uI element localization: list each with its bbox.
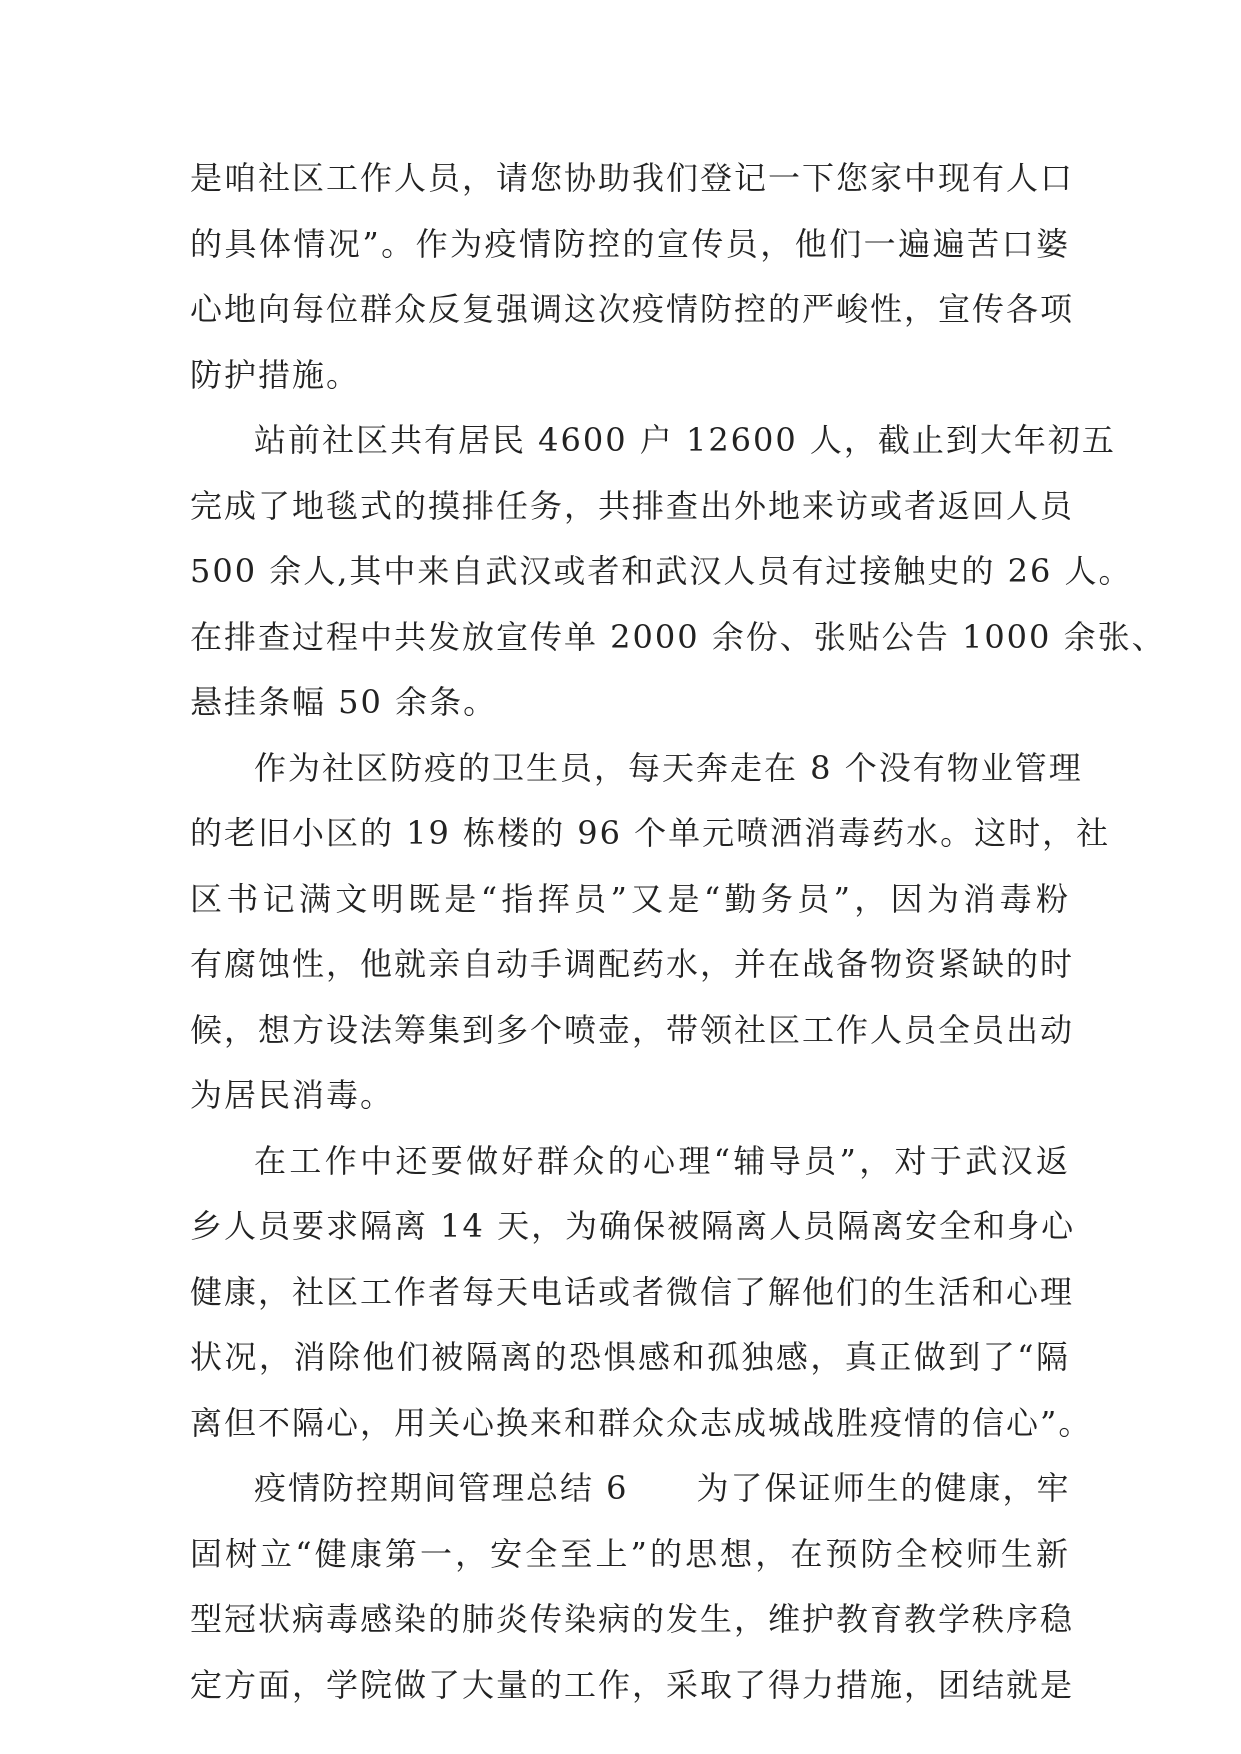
text-line: 型冠状病毒感染的肺炎传染病的发生，维护教育教学秩序稳	[190, 1600, 1075, 1638]
text-line: 有腐蚀性，他就亲自动手调配药水，并在战备物资紧缺的时	[190, 945, 1075, 983]
text-line: 固树立“健康第一，安全至上”的思想，在预防全校师生新	[190, 1534, 1070, 1573]
text-line: 心地向每位群众反复强调这次疫情防控的严峻性，宣传各项	[190, 290, 1075, 328]
text-line: 候，想方设法筹集到多个喷壶，带领社区工作人员全员出动	[190, 1010, 1075, 1049]
paragraph-start-line: 站前社区共有居民 4600 户 12600 人，截止到大年初五	[254, 421, 1116, 459]
text-line: 防护措施。	[190, 355, 361, 394]
text-line: 为居民消毒。	[190, 1076, 395, 1114]
text-line: 乡人员要求隔离 14 天，为确保被隔离人员隔离安全和身心	[190, 1207, 1076, 1245]
paragraph-start-line: 作为社区防疫的卫生员，每天奔走在 8 个没有物业管理	[254, 748, 1083, 787]
text-line: 离但不隔心，用关心换来和群众众志成城战胜疫情的信心”。	[190, 1403, 1093, 1442]
text-line: 区书记满文明既是“指挥员”又是“勤务员”，因为消毒粉	[190, 879, 1070, 918]
text-line: 是咱社区工作人员，请您协助我们登记一下您家中现有人口	[190, 159, 1075, 197]
text-line: 在排查过程中共发放宣传单 2000 余份、张贴公告 1000 余张、	[190, 617, 1166, 656]
text-line: 定方面，学院做了大量的工作，采取了得力措施，团结就是	[190, 1665, 1075, 1704]
text-line: 完成了地毯式的摸排任务，共排查出外地来访或者返回人员	[190, 486, 1075, 525]
document-body	[190, 158, 1166, 1730]
text-line: 500 余人,其中来自武汉或者和武汉人员有过接触史的 26 人。	[190, 552, 1133, 590]
text-line: 的老旧小区的 19 栋楼的 96 个单元喷洒消毒药水。这时，社	[190, 814, 1111, 852]
text-line: 悬挂条幅 50 余条。	[190, 683, 498, 721]
text-line: 状况，消除他们被隔离的恐惧感和孤独感，真正做到了“隔	[190, 1338, 1070, 1376]
text-line: 的具体情况”。作为疫情防控的宣传员，他们一遍遍苦口婆	[190, 224, 1070, 263]
paragraph-start-line: 在工作中还要做好群众的心理“辅导员”，对于武汉返	[254, 1141, 1070, 1180]
paragraph-start-line: 疫情防控期间管理总结 6 为了保证师生的健康，牢	[254, 1469, 1071, 1507]
text-line: 健康，社区工作者每天电话或者微信了解他们的生活和心理	[190, 1272, 1075, 1311]
